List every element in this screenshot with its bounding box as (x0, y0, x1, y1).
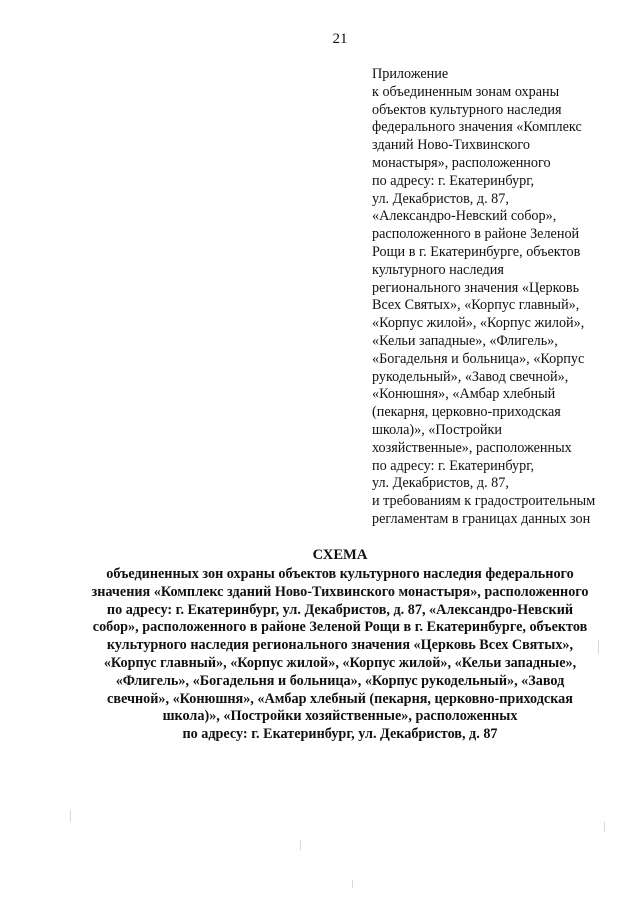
appendix-line: Приложение (372, 66, 449, 82)
appendix-line: ул. Декабристов, д. 87, (372, 475, 509, 492)
schema-line: свечной», «Конюшня», «Амбар хлебный (пекарня, церковно-приходская (107, 690, 573, 707)
appendix-line: «Конюшня», «Амбар хлебный (372, 386, 556, 403)
schema-line: объединенных зон охраны объектов культурного наследия федерального (106, 566, 574, 582)
appendix-line: «Богадельня и больница», «Корпус (372, 350, 585, 367)
appendix-line: зданий Ново-Тихвинского (372, 137, 530, 154)
appendix-line: (пекарня, церковно-приходская (372, 404, 561, 421)
scan-mark (598, 640, 599, 654)
schema-title: СХЕМА (312, 547, 368, 563)
schema-line: значения «Комплекс зданий Ново-Тихвинского монастыря», расположенного (91, 583, 589, 600)
appendix-line: «Александро-Невский собор», (372, 208, 557, 225)
appendix-line: регионального значения «Церковь (372, 279, 580, 296)
appendix-line: федерального значения «Комплекс (372, 119, 582, 136)
appendix-line: хозяйственные», расположенных (372, 439, 572, 456)
appendix-line: Рощи в г. Екатеринбурге, объектов (372, 243, 581, 260)
page-number: 21 (332, 31, 348, 47)
appendix-line: расположенного в районе Зеленой (372, 226, 580, 243)
scan-mark (352, 880, 353, 888)
schema-line: школа)», «Постройки хозяйственные», расположенных (162, 708, 518, 725)
appendix-line: культурного наследия (372, 261, 504, 278)
schema-line: по адресу: г. Екатеринбург, ул. Декабристов, д. 87, «Александро-Невский (106, 601, 574, 618)
appendix-line: Всех Святых», «Корпус главный», (372, 297, 580, 314)
appendix-line: «Кельи западные», «Флигель», (372, 332, 558, 349)
appendix-line: по адресу: г. Екатеринбург, (372, 172, 534, 189)
scan-mark (604, 822, 605, 832)
schema-description (0, 566, 640, 744)
scan-mark (300, 840, 301, 850)
appendix-line: регламентам в границах данных зон (372, 510, 591, 527)
appendix-line: монастыря», расположенного (372, 154, 551, 171)
appendix-line: ул. Декабристов, д. 87, (372, 190, 509, 207)
schema-line: «Корпус главный», «Корпус жилой», «Корпус жилой», «Кельи западные», (103, 654, 577, 671)
appendix-line: по адресу: г. Екатеринбург, (372, 457, 534, 474)
appendix-line: и требованиям к градостроительным (372, 493, 596, 510)
appendix-line: к объединенным зонам охраны (372, 83, 560, 100)
appendix-line: школа)», «Постройки (372, 421, 503, 438)
schema-line: культурного наследия регионального значения «Церковь Всех Святых», (106, 637, 574, 654)
appendix-block (372, 66, 622, 529)
appendix-line: рукодельный», «Завод свечной», (372, 368, 569, 385)
appendix-line: объектов культурного наследия (372, 101, 562, 118)
scan-mark (70, 810, 71, 822)
schema-line: «Флигель», «Богадельня и больница», «Корпус рукодельный», «Завод (115, 672, 565, 689)
appendix-line: «Корпус жилой», «Корпус жилой», (372, 315, 585, 332)
schema-line: по адресу: г. Екатеринбург, ул. Декабристов, д. 87 (182, 726, 498, 743)
schema-line: собор», расположенного в районе Зеленой Рощи в г. Екатеринбурге, объектов (92, 619, 588, 636)
